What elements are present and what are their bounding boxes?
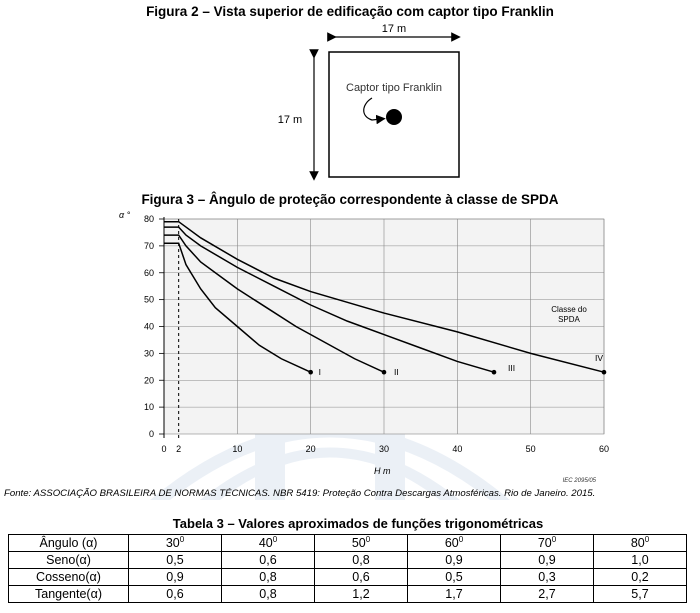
figure2-title: Figura 2 – Vista superior de edificação com captor tipo Franklin (146, 4, 554, 19)
y-tick-label: 40 (143, 321, 154, 332)
series-label-i: I (318, 367, 322, 378)
table-row-label: Cosseno(α) (9, 569, 129, 586)
x-tick-label: 50 (525, 444, 536, 454)
table-cell: 1,2 (315, 586, 408, 603)
table-cell: 0,9 (129, 569, 222, 586)
series-endpoint-iii (492, 370, 497, 375)
table3-title: Tabela 3 – Valores aproximados de funções trigonométricas (172, 516, 544, 531)
table-header-label: Ângulo (α) (9, 535, 129, 552)
table-cell: 0,8 (222, 569, 315, 586)
y-tick-label: 60 (143, 267, 154, 278)
table-row-label: Seno(α) (9, 552, 129, 569)
table-cell: 0,5 (408, 569, 501, 586)
x-tick-label: 40 (452, 444, 463, 454)
angle-header-cell: $60^0$ (408, 535, 501, 552)
y-tick-label: 70 (143, 240, 154, 251)
series-label-ii: II (394, 367, 399, 378)
legend-title: Classe do SPDA (551, 305, 587, 324)
table-row-label: Tangente(α) (9, 586, 129, 603)
y-tick-label: 10 (143, 402, 154, 413)
x-tick-label: 20 (305, 444, 316, 454)
angle-header-cell: $80^0$ (594, 535, 687, 552)
table-cell: 0,6 (222, 552, 315, 569)
table-cell: 1,0 (594, 552, 687, 569)
captor-label: Captor tipo Franklin (346, 82, 442, 94)
table-cell: 0,6 (315, 569, 408, 586)
table-cell: 0,5 (129, 552, 222, 569)
table-row (9, 552, 687, 569)
table-cell: 5,7 (594, 586, 687, 603)
table-cell: 0,8 (222, 586, 315, 603)
angle-header-cell: $50^0$ (315, 535, 408, 552)
angle-header-cell: $70^0$ (501, 535, 594, 552)
series-endpoint-i (308, 370, 313, 375)
x-axis-label: H m (374, 466, 391, 476)
table-cell: 0,2 (594, 569, 687, 586)
table-cell: 0,9 (501, 552, 594, 569)
table-row (9, 586, 687, 603)
angle-header-cell: $40^0$ (222, 535, 315, 552)
chart-grid (164, 219, 604, 434)
table-cell: 0,3 (501, 569, 594, 586)
y-tick-label: 80 (143, 214, 154, 224)
angle-header-cell: $30^0$ (129, 535, 222, 552)
table-row (9, 569, 687, 586)
y-tick-label: 30 (143, 348, 154, 359)
trig-table (8, 534, 687, 603)
figure3-title: Figura 3 – Ângulo de proteção correspondente à classe de SPDA (141, 192, 559, 207)
table-header-row (9, 535, 687, 552)
y-tick-label: 50 (143, 294, 154, 305)
x-tick-label: 30 (378, 444, 390, 454)
iec-note: IEC 2095/05 (562, 478, 596, 484)
series-endpoint-ii (382, 370, 387, 375)
x-tick-label: 2 (176, 444, 182, 454)
table-cell: 0,9 (408, 552, 501, 569)
source-note: Fonte: ASSOCIAÇÃO BRASILEIRA DE NORMAS TÉCNICAS. NBR 5419: Proteção Contra Descargas Atmosféricas. Rio de Janeiro. 2015. (4, 488, 596, 499)
table-cell: 2,7 (501, 586, 594, 603)
table-cell: 0,6 (129, 586, 222, 603)
series-label-iv: IV (595, 353, 604, 364)
x-tick-label: 10 (232, 444, 243, 454)
left-dimension-label: 17 m (277, 114, 303, 126)
table-cell: 1,7 (408, 586, 501, 603)
y-axis-label: α ° (119, 210, 131, 220)
x-tick-label: 60 (598, 444, 610, 454)
x-tick-label: 0 (161, 444, 167, 454)
series-label-iii: III (508, 363, 516, 374)
table-cell: 0,8 (315, 552, 408, 569)
top-dimension-label: 17 m (381, 23, 407, 35)
y-tick-label: 0 (148, 429, 154, 439)
series-endpoint-iv (602, 370, 607, 375)
y-tick-label: 20 (143, 375, 154, 386)
